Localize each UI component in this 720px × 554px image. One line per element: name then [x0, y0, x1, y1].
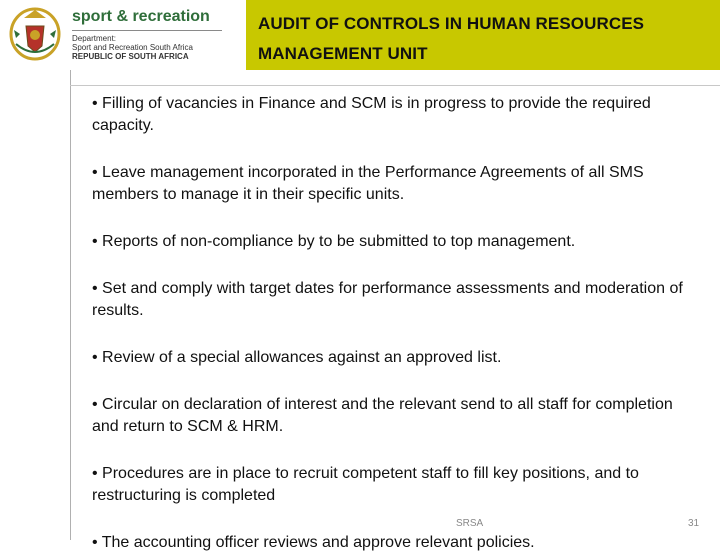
- left-divider: [70, 70, 71, 540]
- bullet-item: • Review of a special allowances against an approved list.: [92, 349, 502, 366]
- brand-divider: [72, 30, 222, 31]
- bullet-item: • Procedures are in place to recruit competent staff to fill key positions, and to restructuring is completed: [92, 465, 639, 504]
- bullet-item: • Circular on declaration of interest and the relevant send to all staff for completion and return to SCM & HRM.: [92, 396, 673, 435]
- brand-subtitle: [72, 34, 193, 61]
- header-bar: [246, 0, 720, 70]
- department-logo: [0, 0, 245, 70]
- bullet-item: • Reports of non-compliance by to be submitted to top management.: [92, 233, 576, 250]
- top-divider: [70, 85, 720, 86]
- brand-title: sport & recreation: [72, 8, 210, 25]
- bullet-item: • Set and comply with target dates for performance assessments and moderation of results.: [92, 280, 683, 319]
- footer-source: SRSA: [456, 518, 484, 529]
- department-label: Department:: [72, 34, 117, 43]
- page-title-line-1: AUDIT OF CONTROLS IN HUMAN RESOURCES: [258, 14, 645, 33]
- page-number: 31: [688, 518, 700, 529]
- bullet-item: • The accounting officer reviews and approve relevant policies.: [92, 534, 535, 551]
- bullet-item: • Leave management incorporated in the Performance Agreements of all SMS members to manage it in their specific units.: [92, 164, 644, 203]
- page-title: [258, 9, 644, 69]
- coat-of-arms-icon: [6, 4, 64, 62]
- bullet-list: [92, 93, 692, 554]
- bullet-item: • Filling of vacancies in Finance and SCM is in progress to provide the required capacity.: [92, 95, 651, 134]
- department-name: Sport and Recreation South Africa: [72, 43, 193, 52]
- page-title-line-2: MANAGEMENT UNIT: [258, 44, 428, 63]
- country-name: REPUBLIC OF SOUTH AFRICA: [72, 52, 189, 61]
